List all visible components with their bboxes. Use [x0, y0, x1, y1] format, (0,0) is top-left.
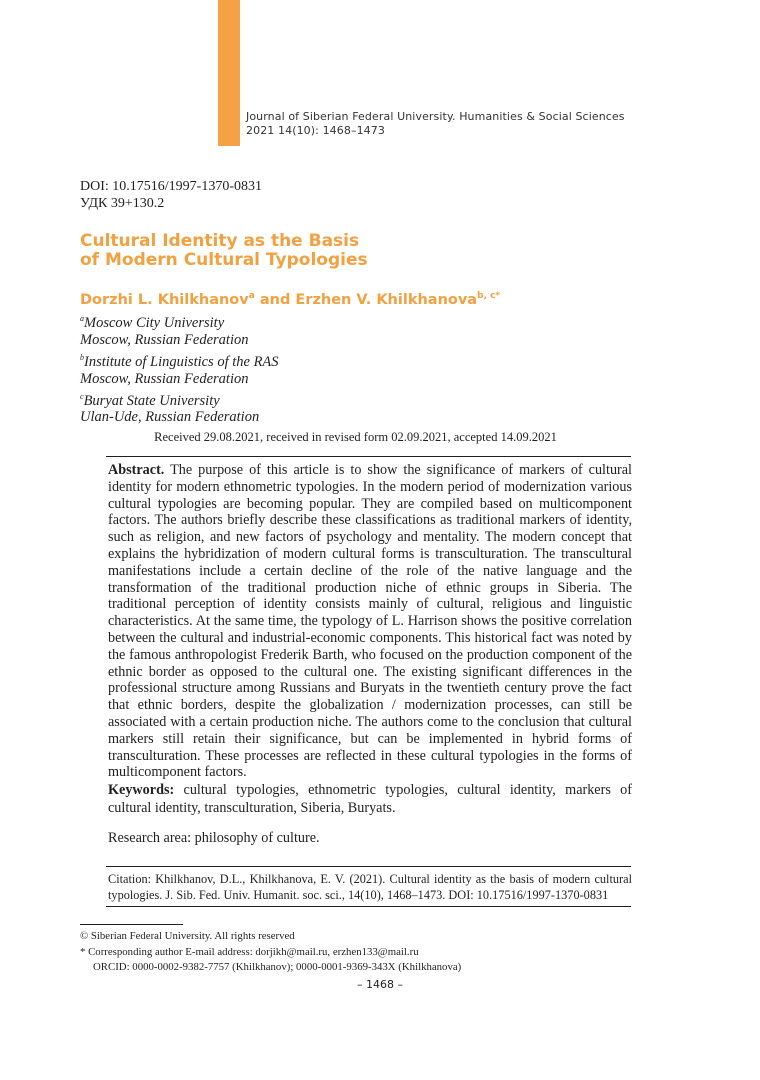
- keywords-label: Keywords:: [108, 782, 175, 798]
- author-1-affiliation: a: [248, 291, 255, 301]
- title-line-1: Cultural Identity as the Basis: [80, 231, 360, 251]
- page-number: – 1468 –: [357, 978, 403, 991]
- received-dates: Received 29.08.2021, received in revised form 02.09.2021, accepted 14.09.2021: [154, 430, 557, 444]
- doi-link[interactable]: DOI: 10.17516/1997-1370-0831: [80, 179, 262, 194]
- footnotes: [80, 929, 461, 976]
- abstract-label: Abstract.: [108, 462, 165, 478]
- affiliation-location: Ulan-Ude, Russian Federation: [80, 409, 260, 426]
- author-2: Erzhen V. Khilkhanova: [295, 291, 478, 308]
- author-1: Dorzhi L. Khilkhanov: [80, 291, 249, 308]
- affiliation-institution: Moscow City University: [84, 314, 225, 331]
- keywords-text: cultural typologies, ethnometric typologies, cultural identity, markers of cultural identity, transculturation, Siberia, Buryats.: [108, 782, 632, 816]
- corresponding-author-note: * Corresponding author E-mail address: dorjikh@mail.ru, erzhen133@mail.ru: [80, 945, 419, 958]
- journal-issue: 2021 14(10): 1468–1473: [246, 124, 385, 137]
- footnote-divider: [80, 924, 183, 925]
- affiliation-marker: b: [80, 352, 84, 362]
- article-title: [80, 232, 368, 270]
- abstract: [108, 462, 632, 781]
- journal-name: Journal of Siberian Federal University. Humanities & Social Sciences: [246, 110, 625, 123]
- author-conjunction: and: [254, 291, 296, 308]
- affiliation-a: [80, 310, 279, 332]
- affiliation-marker: a: [80, 314, 84, 323]
- research-area: Research area: philosophy of culture.: [108, 830, 320, 846]
- affiliations: [80, 310, 279, 426]
- citation: Citation: Khilkhanov, D.L., Khilkhanova, E. V. (2021). Cultural identity as the basis of modern cultural typologies. J. Sib. Fed. Univ. Humanit. soc. sci., 14(10), 1468–1473. DOI: 10.17516/1997-1370-0831: [108, 872, 632, 902]
- affiliation-institution: Buryat State University: [83, 392, 220, 409]
- author-line: [80, 291, 500, 308]
- title-line-2: of Modern Cultural Typologies: [80, 250, 368, 270]
- citation-top-rule: [106, 866, 631, 867]
- abstract-text: The purpose of this article is to show the significance of markers of cultural identity for modern ethnometric typologies. In the modern period of modernization various cultural typologies are becoming popular. They are compiled based on multicomponent factors. The authors briefly describe these classifications as traditional markers of identity, such as religion, and new factors of psychology and mentality. The modern concept that explains the hybridization of modern cultural forms is transculturation. The transcultural manifestations include a certain decline of the role of the native language and the transformation of the traditional production niche of ethnic groups in Siberia. The traditional perception of identity consists mainly of cultural, religious and linguistic characteristics. At the same time, the typology of L. Harrison shows the positive correlation between the cultural and industrial-economic components. This historical fact was noted by the famous anthropologist Frederik Barth, who focused on the production component of the ethnic border as opposed to the cultural one. The existing significant differences in the professional structure among Russians and Buryats in the twentieth century prove the fact that ethnic borders, despite the globalization / modernization processes, can still be associated with a certain production niche. The authors come to the conclusion that cultural markers still retain their significance, but can be implemented in hybrid forms of transculturation. These processes are reflected in these cultural typologies in the forms of multicomponent factors.: [108, 462, 632, 781]
- copyright-note: © Siberian Federal University. All rights reserved: [80, 930, 295, 942]
- journal-header: [246, 110, 625, 138]
- author-2-affiliation: b, c*: [477, 291, 501, 301]
- affiliation-c: [80, 388, 279, 410]
- affiliation-institution: Institute of Linguistics of the RAS: [84, 353, 279, 370]
- affiliation-location: Moscow, Russian Federation: [80, 370, 249, 387]
- affiliation-location: Moscow, Russian Federation: [80, 331, 249, 348]
- udk-code: УДК 39+130.2: [80, 196, 165, 211]
- abstract-top-rule: [106, 456, 631, 457]
- journal-accent-bar: [218, 0, 240, 146]
- orcid-note: ORCID: 0000-0002-9382-7757 (Khilkhanov); 0000-0001-9369-343X (Khilkhanova): [93, 961, 462, 973]
- affiliation-marker: c: [80, 391, 84, 401]
- identifier-block: [80, 178, 262, 212]
- keywords: [108, 781, 632, 817]
- affiliation-b: [80, 349, 279, 371]
- citation-bottom-rule: [106, 906, 631, 907]
